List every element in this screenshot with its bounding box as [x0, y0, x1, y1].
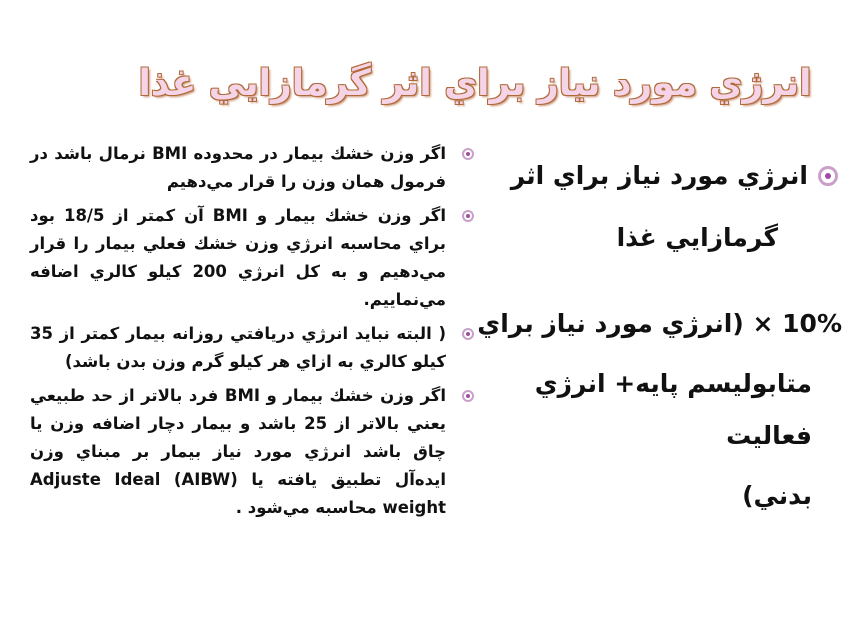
- circle-bullet-icon: [462, 148, 474, 160]
- formula-bullet: [470, 150, 840, 264]
- circle-bullet-icon: [462, 390, 474, 402]
- circle-bullet-icon: [818, 166, 838, 186]
- formula-title-line2: گرمازايي غذا: [616, 223, 778, 252]
- formula-column: [470, 150, 840, 522]
- rule-text: اگر وزن خشك بيمار و BMI فرد بالاتر از حد طبيعي يعني بالاتر از 25 باشد و بيمار دچار اضافه وزن يا چاق باشد انرژي مورد نياز بيمار بر مبناي وزن ايده‌آل تطبيق يافته يا (AIBW) Adjuste Ideal weight محاسبه مي‌شود .: [30, 386, 446, 517]
- rule-item: [30, 202, 480, 314]
- formula-line3: بدني): [742, 481, 812, 510]
- circle-bullet-icon: [462, 210, 474, 222]
- rule-text: اگر وزن خشك بيمار و BMI آن كمتر از 18/5 بود براي محاسبه انرژي وزن خشك فعلي بيمار را قرار مي‌دهيم و به كل انرژي 200 كيلو كالري اضافه مي‌نماييم.: [30, 206, 447, 309]
- formula-title-line1: انرژي مورد نياز براي اثر: [510, 161, 808, 190]
- formula-line1: 10% × (انرژي مورد نياز براي: [477, 309, 842, 338]
- formula-text: [470, 298, 842, 522]
- rules-column: [30, 140, 480, 528]
- circle-bullet-icon: [462, 328, 474, 340]
- rule-item: [30, 382, 480, 522]
- formula-line2: متابوليسم پايه+ انرژي فعاليت: [534, 369, 812, 450]
- rule-text: اگر وزن خشك بيمار در محدوده BMI نرمال باشد در فرمول همان وزن را قرار مي‌دهيم: [30, 144, 446, 191]
- rule-item: [30, 140, 480, 196]
- rule-item: [30, 320, 480, 376]
- slide-title: انرژي مورد نياز براي اثر گرمازايي غذا: [138, 63, 812, 104]
- rule-text: ( البته نبايد انرژي دريافتي روزانه بيمار كمتر از 35 كيلو كالري به ازاي هر كيلو گرم وزن بدن باشد): [30, 324, 446, 371]
